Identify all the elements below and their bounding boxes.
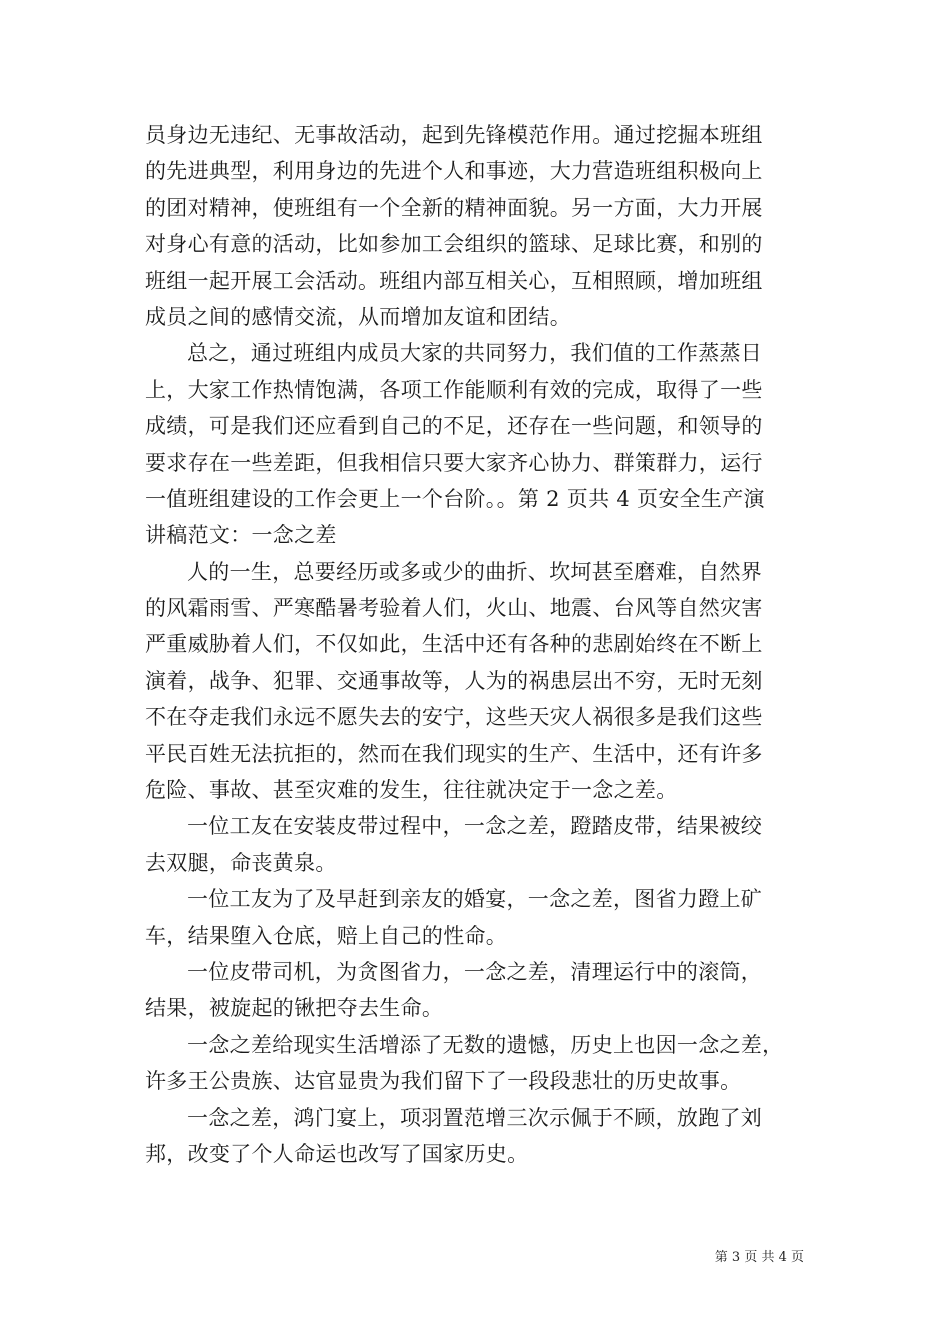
speech-title-line: 讲稿范文：一念之差 <box>145 523 337 548</box>
text-line: 许多王公贵族、达官显贵为我们留下了一段段悲壮的历史故事。 <box>145 1069 742 1094</box>
text-line: 成员之间的感情交流，从而增加友谊和团结。 <box>145 304 571 329</box>
text-line: 平民百姓无法抗拒的，然而在我们现实的生产、生活中，还有许多 <box>145 741 763 766</box>
paragraph-start-line: 一位皮带司机，为贪图省力，一念之差，清理运行中的滚筒， <box>187 959 763 984</box>
paragraph-start-line: 总之，通过班组内成员大家的共同努力，我们值的工作蒸蒸日 <box>187 341 763 366</box>
text-line: 的团对精神，使班组有一个全新的精神面貌。另一方面，大力开展 <box>145 195 763 220</box>
text-line: 的先进典型，利用身边的先进个人和事迹，大力营造班组积极向上 <box>145 159 763 184</box>
text-line: 对身心有意的活动，比如参加工会组织的篮球、足球比赛，和别的 <box>145 232 763 257</box>
paragraph-start-line: 人的一生，总要经历或多或少的曲折、坎坷甚至磨难，自然界 <box>187 559 763 584</box>
text-line: 员身边无违纪、无事故活动，起到先锋模范作用。通过挖掘本班组 <box>145 123 763 147</box>
text-line: 严重威胁着人们，不仅如此，生活中还有各种的悲剧始终在不断上 <box>145 632 763 657</box>
paragraph-start-line: 一位工友为了及早赶到亲友的婚宴，一念之差，图省力蹬上矿 <box>187 887 763 912</box>
text-line: 上，大家工作热情饱满，各项工作能顺利有效的完成，取得了一些 <box>145 377 763 402</box>
text-line: 邦，改变了个人命运也改写了国家历史。 <box>145 1141 529 1166</box>
page-number-footer: 第 3 页 共 4 页 <box>714 1250 804 1265</box>
text-line: 车，结果堕入仓底，赔上自己的性命。 <box>145 923 508 948</box>
text-line: 结果，被旋起的锹把夺去生命。 <box>145 996 444 1021</box>
text-line: 演着，战争、犯罪、交通事故等，人为的祸患层出不穷，无时无刻 <box>145 668 763 693</box>
paragraph-start-line: 一念之差，鸿门宴上，项羽置范增三次示佩于不顾，放跑了刘 <box>187 1105 763 1130</box>
paragraph-start-line: 一念之差给现实生活增添了无数的遗憾，历史上也因一念之差， <box>187 1032 784 1057</box>
text-line: 班组一起开展工会活动。班组内部互相关心，互相照顾，增加班组 <box>145 268 763 293</box>
paragraph-start-line: 一位工友在安装皮带过程中，一念之差，蹬踏皮带，结果被绞 <box>187 814 763 839</box>
text-line: 去双腿，命丧黄泉。 <box>145 850 337 875</box>
text-line: 的风霜雨雪、严寒酷暑考验着人们，火山、地震、台风等自然灾害 <box>145 596 763 621</box>
body-text <box>145 117 815 1172</box>
text-line: 一值班组建设的工作会更上一个台阶。。第 2 页共 4 页安全生产演 <box>145 486 765 511</box>
text-line: 要求存在一些差距，但我相信只要大家齐心协力、群策群力，运行 <box>145 450 763 475</box>
text-line: 成绩，可是我们还应看到自己的不足，还存在一些问题，和领导的 <box>145 414 763 439</box>
text-line: 危险、事故、甚至灾难的发生，往往就决定于一念之差。 <box>145 778 678 803</box>
text-line: 不在夺走我们永远不愿失去的安宁，这些天灾人祸很多是我们这些 <box>145 705 763 730</box>
